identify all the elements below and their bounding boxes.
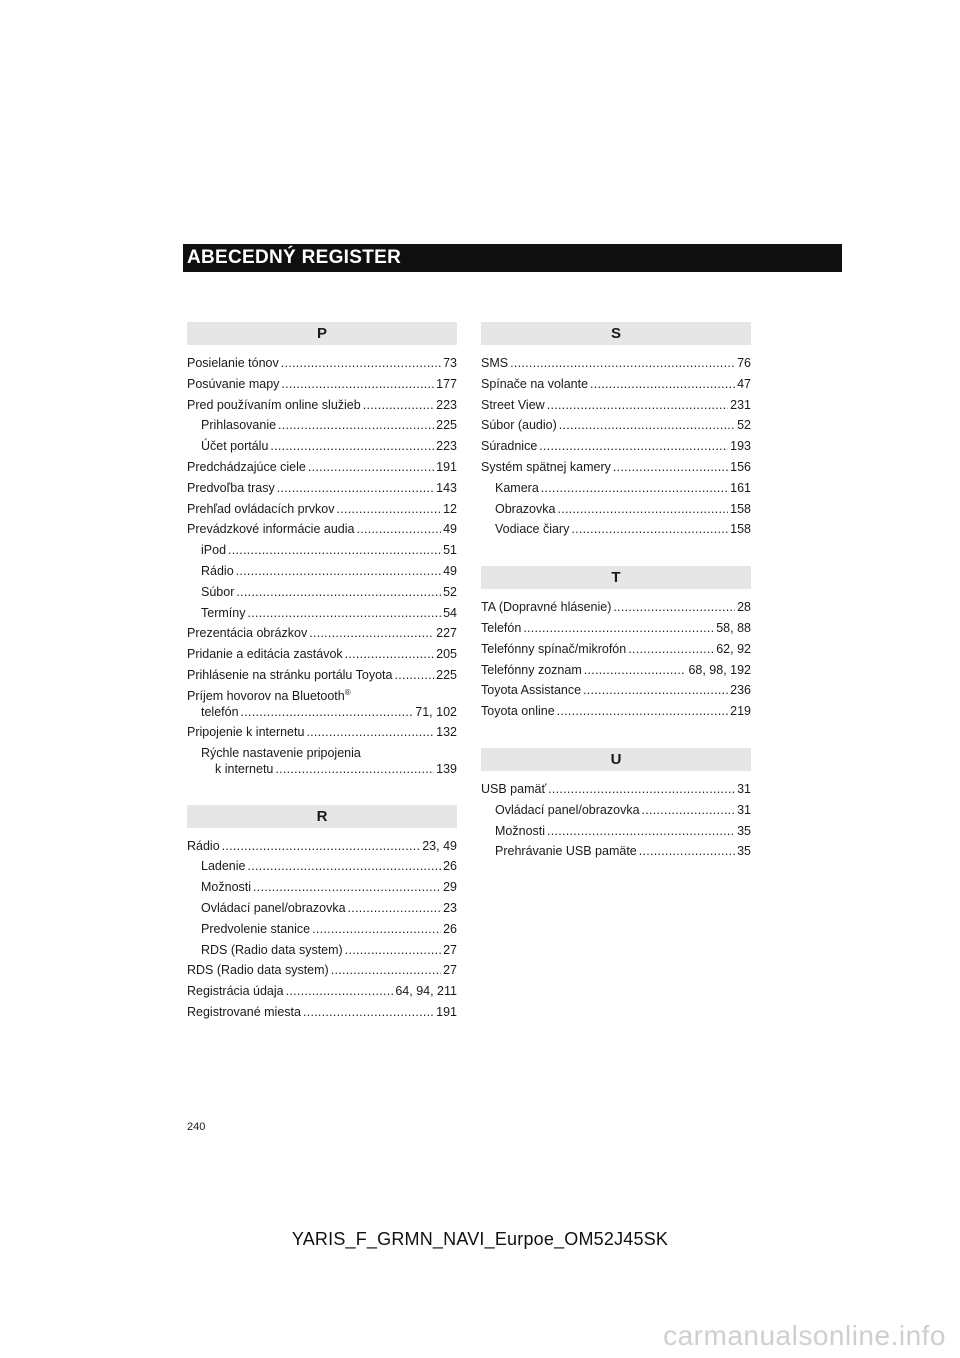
letter-heading-t: T bbox=[481, 566, 751, 589]
index-subentry: Možnosti . . . 35 bbox=[481, 821, 751, 842]
index-subentry: iPod . . . 51 bbox=[187, 540, 457, 561]
index-entry: Telefónny spínač/mikrofón . . . 62, 92 bbox=[481, 639, 751, 660]
index-entry: RDS (Radio data system) . . . 27 bbox=[187, 960, 457, 981]
index-entry: TA (Dopravné hlásenie) . . . 28 bbox=[481, 597, 751, 618]
index-entry: Súradnice . . . 193 bbox=[481, 436, 751, 457]
index-entry: Predvoľba trasy . . . 143 bbox=[187, 478, 457, 499]
index-subentry: Ovládací panel/obrazovka . . . 23 bbox=[187, 898, 457, 919]
page-title: ABECEDNÝ REGISTER bbox=[187, 247, 402, 268]
index-entry: Prezentácia obrázkov . . . 227 bbox=[187, 623, 457, 644]
index-subentry-multiline: Rýchle nastavenie pripojenia k internetu . . . 139 bbox=[187, 743, 457, 779]
index-entry: Posielanie tónov . . . 73 bbox=[187, 353, 457, 374]
index-entry: Street View . . . 231 bbox=[481, 395, 751, 416]
index-column-right bbox=[481, 322, 751, 862]
index-entry: Posúvanie mapy . . . 177 bbox=[187, 374, 457, 395]
document-code: YARIS_F_GRMN_NAVI_Eurpoe_OM52J45SK bbox=[291, 1229, 669, 1249]
index-entry: Prevádzkové informácie audia . . . 49 bbox=[187, 519, 457, 540]
watermark: carmanualsonline.info bbox=[663, 1320, 946, 1351]
letter-heading-s: S bbox=[481, 322, 751, 345]
index-entry: Pripojenie k internetu . . . 132 bbox=[187, 722, 457, 743]
index-entry: Prihlásenie na stránku portálu Toyota . . . 225 bbox=[187, 665, 457, 686]
index-entry: Registrované miesta . . . 191 bbox=[187, 1002, 457, 1023]
index-subentry: Rádio . . . 49 bbox=[187, 561, 457, 582]
index-subentry: Termíny . . . 54 bbox=[187, 603, 457, 624]
index-entry: Toyota online . . . 219 bbox=[481, 701, 751, 722]
index-subentry: Ladenie . . . 26 bbox=[187, 856, 457, 877]
letter-heading-p: P bbox=[187, 322, 457, 345]
index-subentry: Možnosti . . . 29 bbox=[187, 877, 457, 898]
letter-heading-u: U bbox=[481, 748, 751, 771]
index-subentry: Prehrávanie USB pamäte . . . 35 bbox=[481, 841, 751, 862]
index-entry: Prehľad ovládacích prvkov . . . 12 bbox=[187, 499, 457, 520]
index-subentry: RDS (Radio data system) . . . 27 bbox=[187, 940, 457, 961]
index-entry: Toyota Assistance . . . 236 bbox=[481, 680, 751, 701]
index-column-left bbox=[187, 322, 457, 1023]
index-subentry: Obrazovka . . . 158 bbox=[481, 499, 751, 520]
index-subentry: Prihlasovanie . . . 225 bbox=[187, 415, 457, 436]
index-entry: Telefónny zoznam . . . 68, 98, 192 bbox=[481, 660, 751, 681]
index-entry: SMS . . . 76 bbox=[481, 353, 751, 374]
index-subentry: Účet portálu . . . 223 bbox=[187, 436, 457, 457]
index-entry-multiline: Príjem hovorov na Bluetooth® telefón . . . 71, 102 bbox=[187, 686, 457, 722]
page-number: 240 bbox=[187, 1121, 206, 1133]
index-entry: Spínače na volante . . . 47 bbox=[481, 374, 751, 395]
index-entry: Registrácia údaja . . . 64, 94, 211 bbox=[187, 981, 457, 1002]
index-subentry: Súbor . . . 52 bbox=[187, 582, 457, 603]
index-entry: Súbor (audio) . . . 52 bbox=[481, 415, 751, 436]
index-entry: Telefón . . . 58, 88 bbox=[481, 618, 751, 639]
letter-heading-r: R bbox=[187, 805, 457, 828]
index-entry: Pridanie a editácia zastávok . . . 205 bbox=[187, 644, 457, 665]
index-entry: Pred používaním online služieb . . . 223 bbox=[187, 395, 457, 416]
index-subentry: Vodiace čiary . . . 158 bbox=[481, 519, 751, 540]
index-entry: Systém spätnej kamery . . . 156 bbox=[481, 457, 751, 478]
index-entry: Rádio . . . 23, 49 bbox=[187, 836, 457, 857]
index-subentry: Predvolenie stanice . . . 26 bbox=[187, 919, 457, 940]
index-entry: Predchádzajúce ciele . . . 191 bbox=[187, 457, 457, 478]
index-subentry: Kamera . . . 161 bbox=[481, 478, 751, 499]
index-entry: USB pamäť . . . 31 bbox=[481, 779, 751, 800]
section-header-bar bbox=[183, 244, 842, 272]
index-subentry: Ovládací panel/obrazovka . . . 31 bbox=[481, 800, 751, 821]
